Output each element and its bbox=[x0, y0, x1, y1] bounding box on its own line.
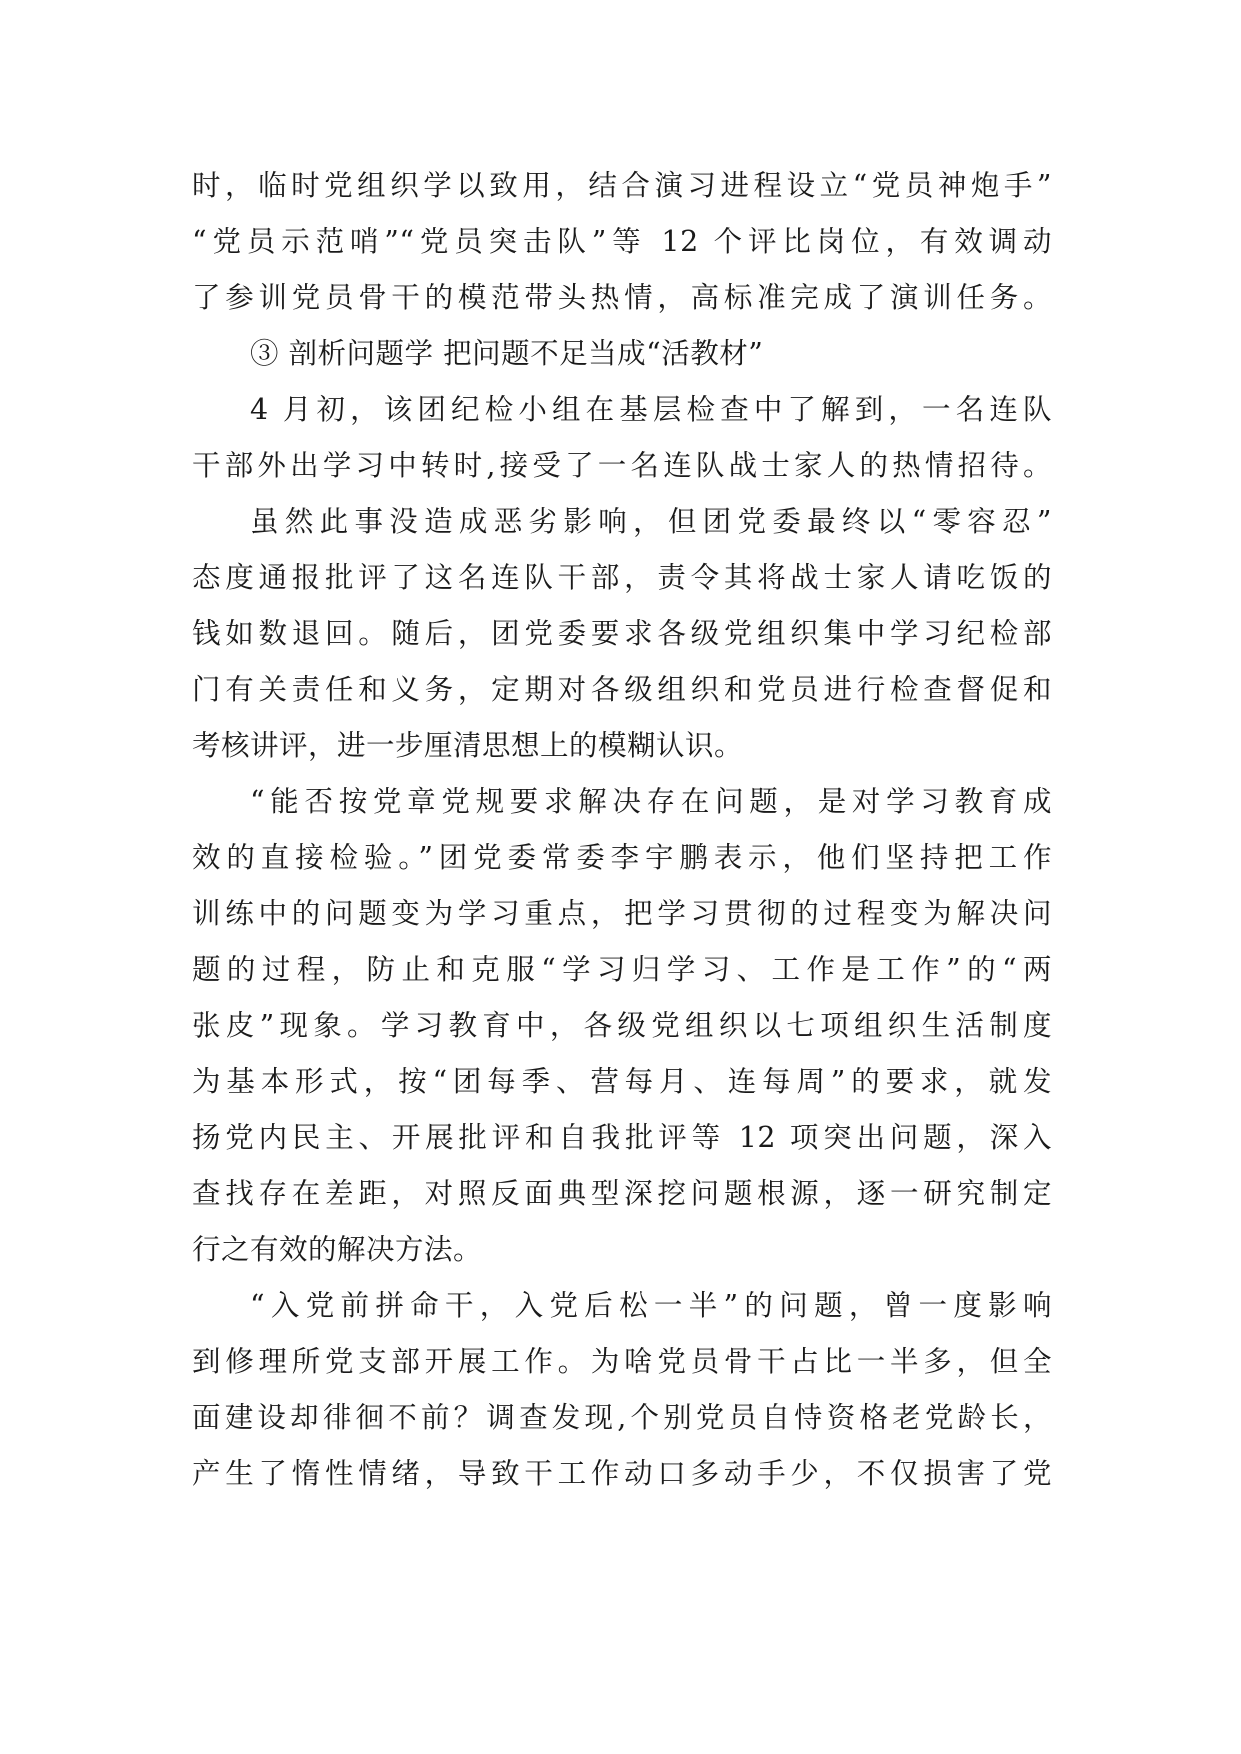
text-line: 了参训党员骨干的模范带头热情，高标准完成了演训任务。 bbox=[192, 281, 1052, 314]
text-line: 行之有效的解决方法。 bbox=[192, 1233, 483, 1266]
text-line: 门有关责任和义务，定期对各级组织和党员进行检查督促和 bbox=[192, 673, 1052, 706]
section-heading: ③ 剖析问题学 把问题不足当成“活教材” bbox=[250, 337, 764, 370]
text-line: 时，临时党组织学以致用，结合演习进程设立“党员神炮手” bbox=[192, 169, 1052, 202]
text-line: 考核讲评，进一步厘清思想上的模糊认识。 bbox=[192, 729, 744, 762]
text-line: 面建设却徘徊不前？调查发现,个别党员自恃资格老党龄长， bbox=[192, 1401, 1052, 1434]
text-line: 到修理所党支部开展工作。为啥党员骨干占比一半多，但全 bbox=[192, 1345, 1052, 1378]
text-line: 钱如数退回。随后，团党委要求各级党组织集中学习纪检部 bbox=[192, 617, 1052, 650]
text-line: 效的直接检验。”团党委常委李宇鹏表示，他们坚持把工作 bbox=[192, 841, 1052, 874]
text-line: 虽然此事没造成恶劣影响，但团党委最终以“零容忍” bbox=[250, 505, 1052, 538]
text-line: “能否按党章党规要求解决存在问题，是对学习教育成 bbox=[250, 785, 1052, 818]
text-line: “入党前拼命干，入党后松一半”的问题，曾一度影响 bbox=[250, 1289, 1052, 1322]
text-line: 题的过程，防止和克服“学习归学习、工作是工作”的“两 bbox=[192, 953, 1052, 986]
text-line: 张皮”现象。学习教育中，各级党组织以七项组织生活制度 bbox=[192, 1009, 1052, 1042]
text-line: 干部外出学习中转时,接受了一名连队战士家人的热情招待。 bbox=[192, 449, 1052, 482]
text-line: 查找存在差距，对照反面典型深挖问题根源，逐一研究制定 bbox=[192, 1177, 1052, 1210]
body-text bbox=[192, 158, 1052, 1502]
text-line: 扬党内民主、开展批评和自我批评等 12 项突出问题，深入 bbox=[192, 1121, 1052, 1154]
text-line: “党员示范哨”“党员突击队”等 12 个评比岗位，有效调动 bbox=[192, 225, 1052, 258]
text-line: 4 月初，该团纪检小组在基层检查中了解到，一名连队 bbox=[250, 393, 1052, 426]
text-line: 态度通报批评了这名连队干部，责令其将战士家人请吃饭的 bbox=[192, 561, 1052, 594]
text-line: 训练中的问题变为学习重点，把学习贯彻的过程变为解决问 bbox=[192, 897, 1052, 930]
text-line: 产生了惰性情绪，导致干工作动口多动手少，不仅损害了党 bbox=[192, 1457, 1052, 1490]
text-line: 为基本形式，按“团每季、营每月、连每周”的要求，就发 bbox=[192, 1065, 1052, 1098]
